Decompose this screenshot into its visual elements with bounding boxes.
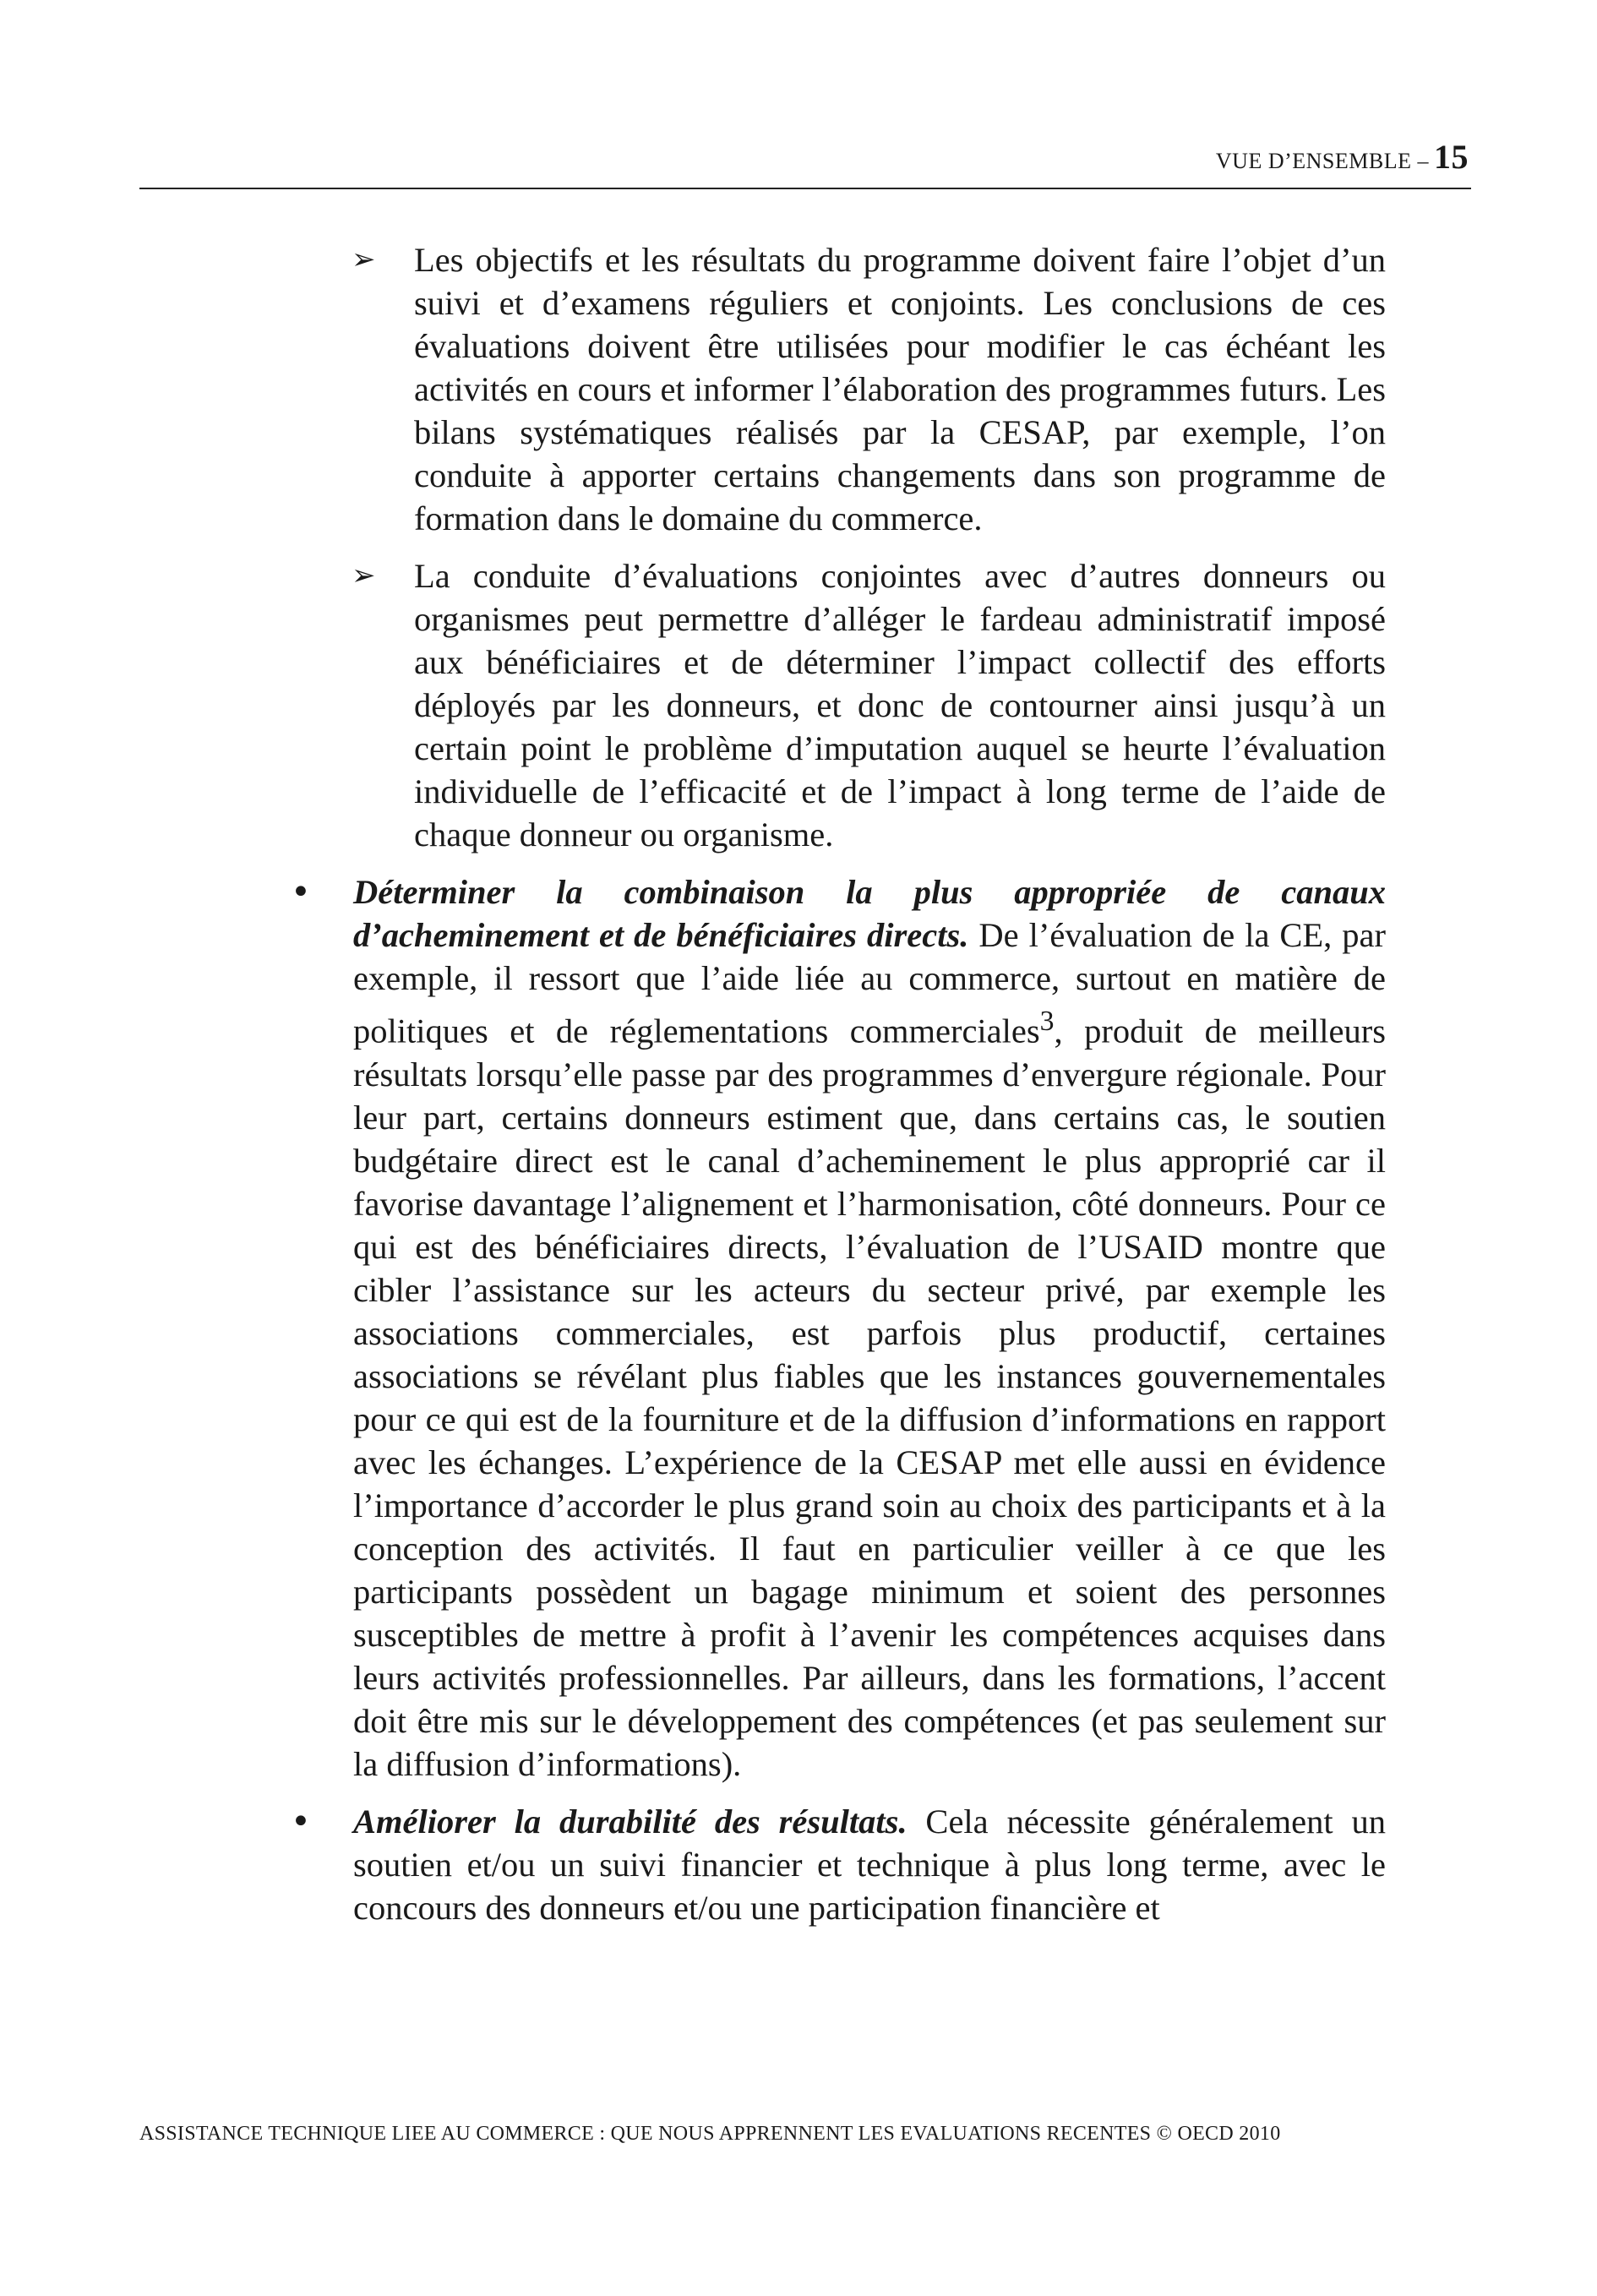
running-header bbox=[1216, 137, 1469, 177]
arrow-bullet-icon: ➢ bbox=[352, 559, 376, 592]
bullet-dot-icon: • bbox=[291, 1800, 311, 1841]
bullet-list-item bbox=[279, 1800, 1386, 1929]
arrow-list-item bbox=[279, 554, 1386, 856]
page-footer: ASSISTANCE TECHNIQUE LIEE AU COMMERCE : QUE NOUS APPRENNENT LES EVALUATIONS RECENTES © OECD 2010 bbox=[139, 2123, 1281, 2145]
header-rule bbox=[139, 188, 1471, 189]
arrow-list-item-text: La conduite d’évaluations conjointes avec d’autres donneurs ou organismes peut permettre d’alléger le fardeau administratif imposé aux bénéficiaires et de déterminer l’impact collectif des efforts déployés par les donneurs, et donc de contourner ainsi jusqu’à un certain point le problème d’imputation auquel se heurte l’évaluation individuelle de l’efficacité et de l’impact à long terme de l’aide de chaque donneur ou organisme. bbox=[414, 557, 1386, 854]
footnote-marker: 3 bbox=[1039, 1006, 1055, 1037]
bullet-dot-icon: • bbox=[291, 871, 311, 912]
arrow-list-item-text: Les objectifs et les résultats du programme doivent faire l’objet d’un suivi et d’examens réguliers et conjoints. Les conclusions de ces évaluations doivent être utilisées pour modifier le cas échéant les activités en cours et informer l’élaboration des programmes futurs. Les bilans systématiques réalisés par la CESAP, par exemple, l’on conduite à apporter certains changements dans son programme de formation dans le domaine du commerce. bbox=[414, 241, 1386, 537]
bullet-list-item bbox=[279, 870, 1386, 1786]
arrow-bullet-icon: ➢ bbox=[352, 243, 376, 276]
page-number: 15 bbox=[1434, 138, 1469, 176]
bullet-body-text: De l’évaluation de la CE, par exemple, il ressort que l’aide liée au commerce, surtout en matière de politiques et de réglementations commerciales bbox=[353, 916, 1386, 1050]
bullet-body-text: Cela nécessite généralement un soutien et/ou un suivi financier et technique à plus long terme, avec le concours des donneurs et/ou une participation financière et bbox=[353, 1802, 1386, 1927]
arrow-list-item bbox=[279, 238, 1386, 540]
bullet-lead-heading: Déterminer la combinaison la plus appropriée de canaux d’acheminement et de bénéficiaires directs. bbox=[353, 873, 1386, 954]
bullet-lead-heading: Améliorer la durabilité des résultats. bbox=[353, 1802, 908, 1841]
body-text bbox=[279, 238, 1386, 1944]
section-title: VUE D’ENSEMBLE – bbox=[1215, 149, 1429, 173]
bullet-body-text-continued: , produit de meilleurs résultats lorsqu’elle passe par des programmes d’envergure régionale. Pour leur part, certains donneurs estiment que, dans certains cas, le soutien budgétaire direct est le canal d’acheminement le plus approprié car il favorise davantage l’alignement et l’harmonisation, côté donneurs. Pour ce qui est des bénéficiaires directs, l’évaluation de l’USAID montre que cibler l’assistance sur les acteurs du secteur privé, par exemple les associations commerciales, est parfois plus productif, certaines associations se révélant plus fiables que les instances gouvernementales pour ce qui est de la fourniture et de la diffusion d’informations en rapport avec les échanges. L’expérience de la CESAP met elle aussi en évidence l’importance d’accorder le plus grand soin au choix des participants et à la conception des activités. Il faut en particulier veiller à ce que les participants possèdent un bagage minimum et soient des personnes susceptibles de mettre à profit à l’avenir les compétences acquises dans leurs activités professionnelles. Par ailleurs, dans les formations, l’accent doit être mis sur le développement des compétences (et pas seulement sur la diffusion d’informations). bbox=[353, 1012, 1386, 1783]
